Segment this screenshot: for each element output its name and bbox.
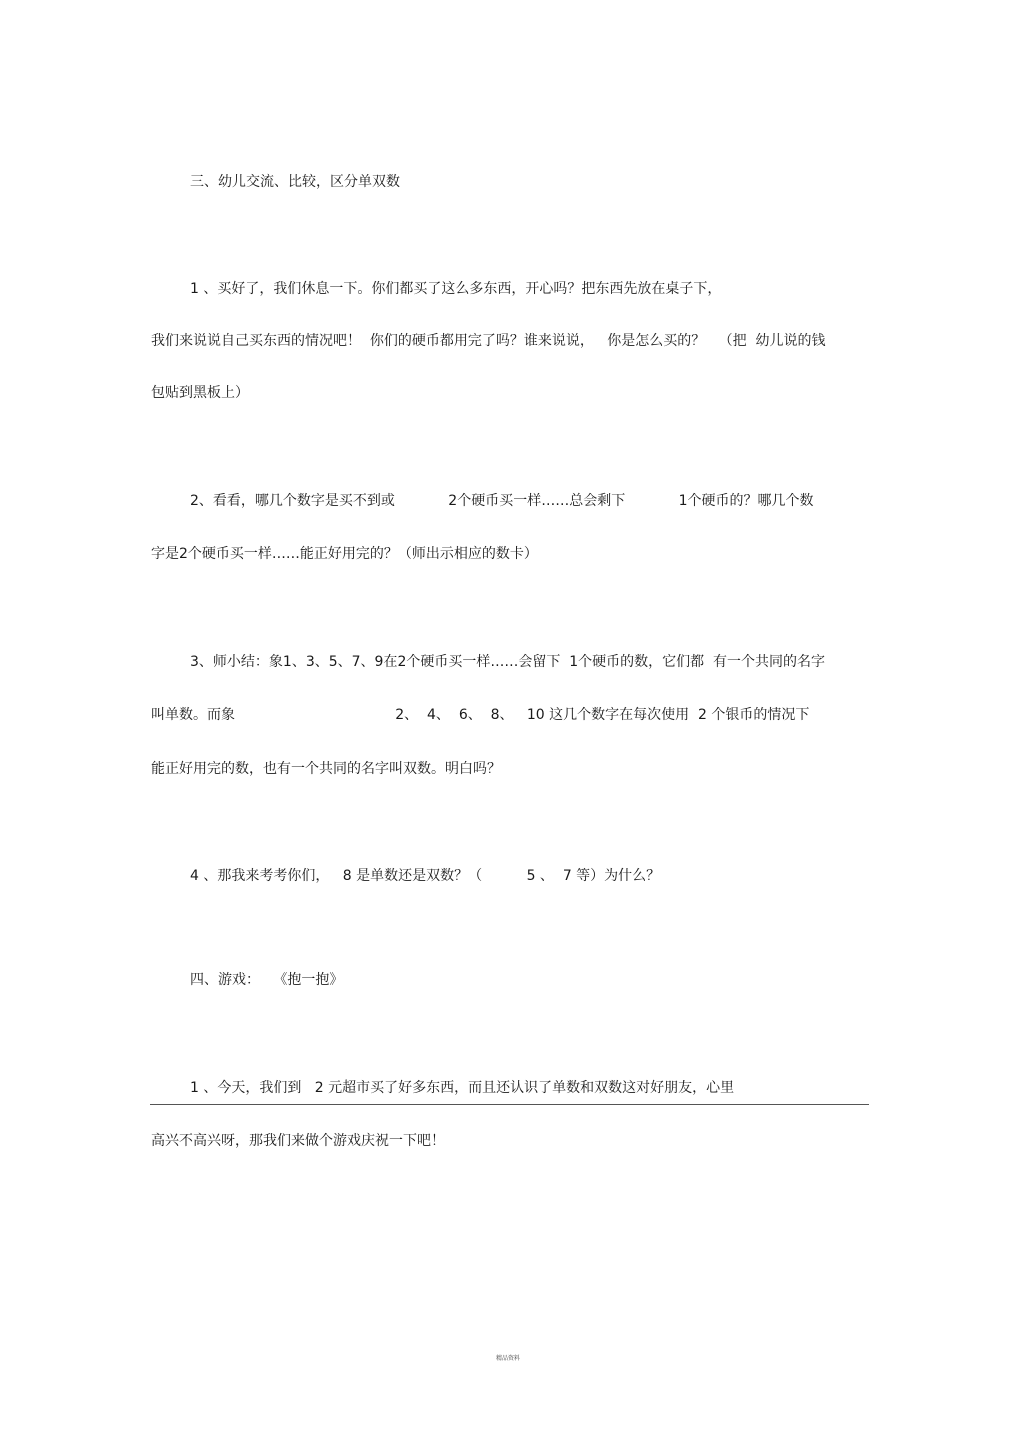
paragraph-4-1-line-1: 1 、今天，我们到 2 元超市买了好多东西，而且还认识了单数和双数这对好朋友，心里: [190, 1080, 735, 1096]
paragraph-4-1-line-2: 高兴不高兴呀，那我们来做个游戏庆祝一下吧！: [151, 1133, 445, 1149]
paragraph-3-2-line-2: 字是2个硬币买一样……能正好用完的？（师出示相应的数卡）: [151, 546, 538, 562]
section-3-heading: 三、幼儿交流、比较，区分单双数: [190, 174, 400, 190]
paragraph-3-3-line-3: 能正好用完的数，也有一个共同的名字叫双数。明白吗？: [151, 761, 501, 777]
paragraph-3-3-line-1: 3、师小结：象1、3、5、7、9在2个硬币买一样……会留下 1个硬币的数，它们都 有一个共同的名字: [190, 654, 826, 670]
page-footer: 精品资料: [496, 1355, 521, 1362]
paragraph-3-1-line-3: 包贴到黑板上）: [151, 385, 249, 401]
divider-line: [150, 1104, 869, 1105]
paragraph-3-2-line-1: 2、看看，哪几个数字是买不到或 2个硬币买一样……总会剩下 1个硬币的？哪几个数: [190, 493, 814, 509]
paragraph-3-3-line-2: 叫单数。而象 2、 4、 6、 8、 10 这几个数字在每次使用 2 个银币的情况下: [151, 707, 810, 723]
paragraph-3-1-line-1: 1 、买好了，我们休息一下。你们都买了这么多东西，开心吗？把东西先放在桌子下，: [190, 281, 722, 297]
section-4-heading: 四、游戏： 《抱一抱》: [190, 972, 344, 988]
paragraph-3-4-line-1: 4 、那我来考考你们， 8 是单数还是双数？（ 5 、 7 等）为什么？: [190, 868, 661, 884]
paragraph-3-1-line-2: 我们来说说自己买东西的情况吧！ 你们的硬币都用完了吗？谁来说说， 你是怎么买的？ （把 幼儿说的钱: [151, 333, 826, 349]
